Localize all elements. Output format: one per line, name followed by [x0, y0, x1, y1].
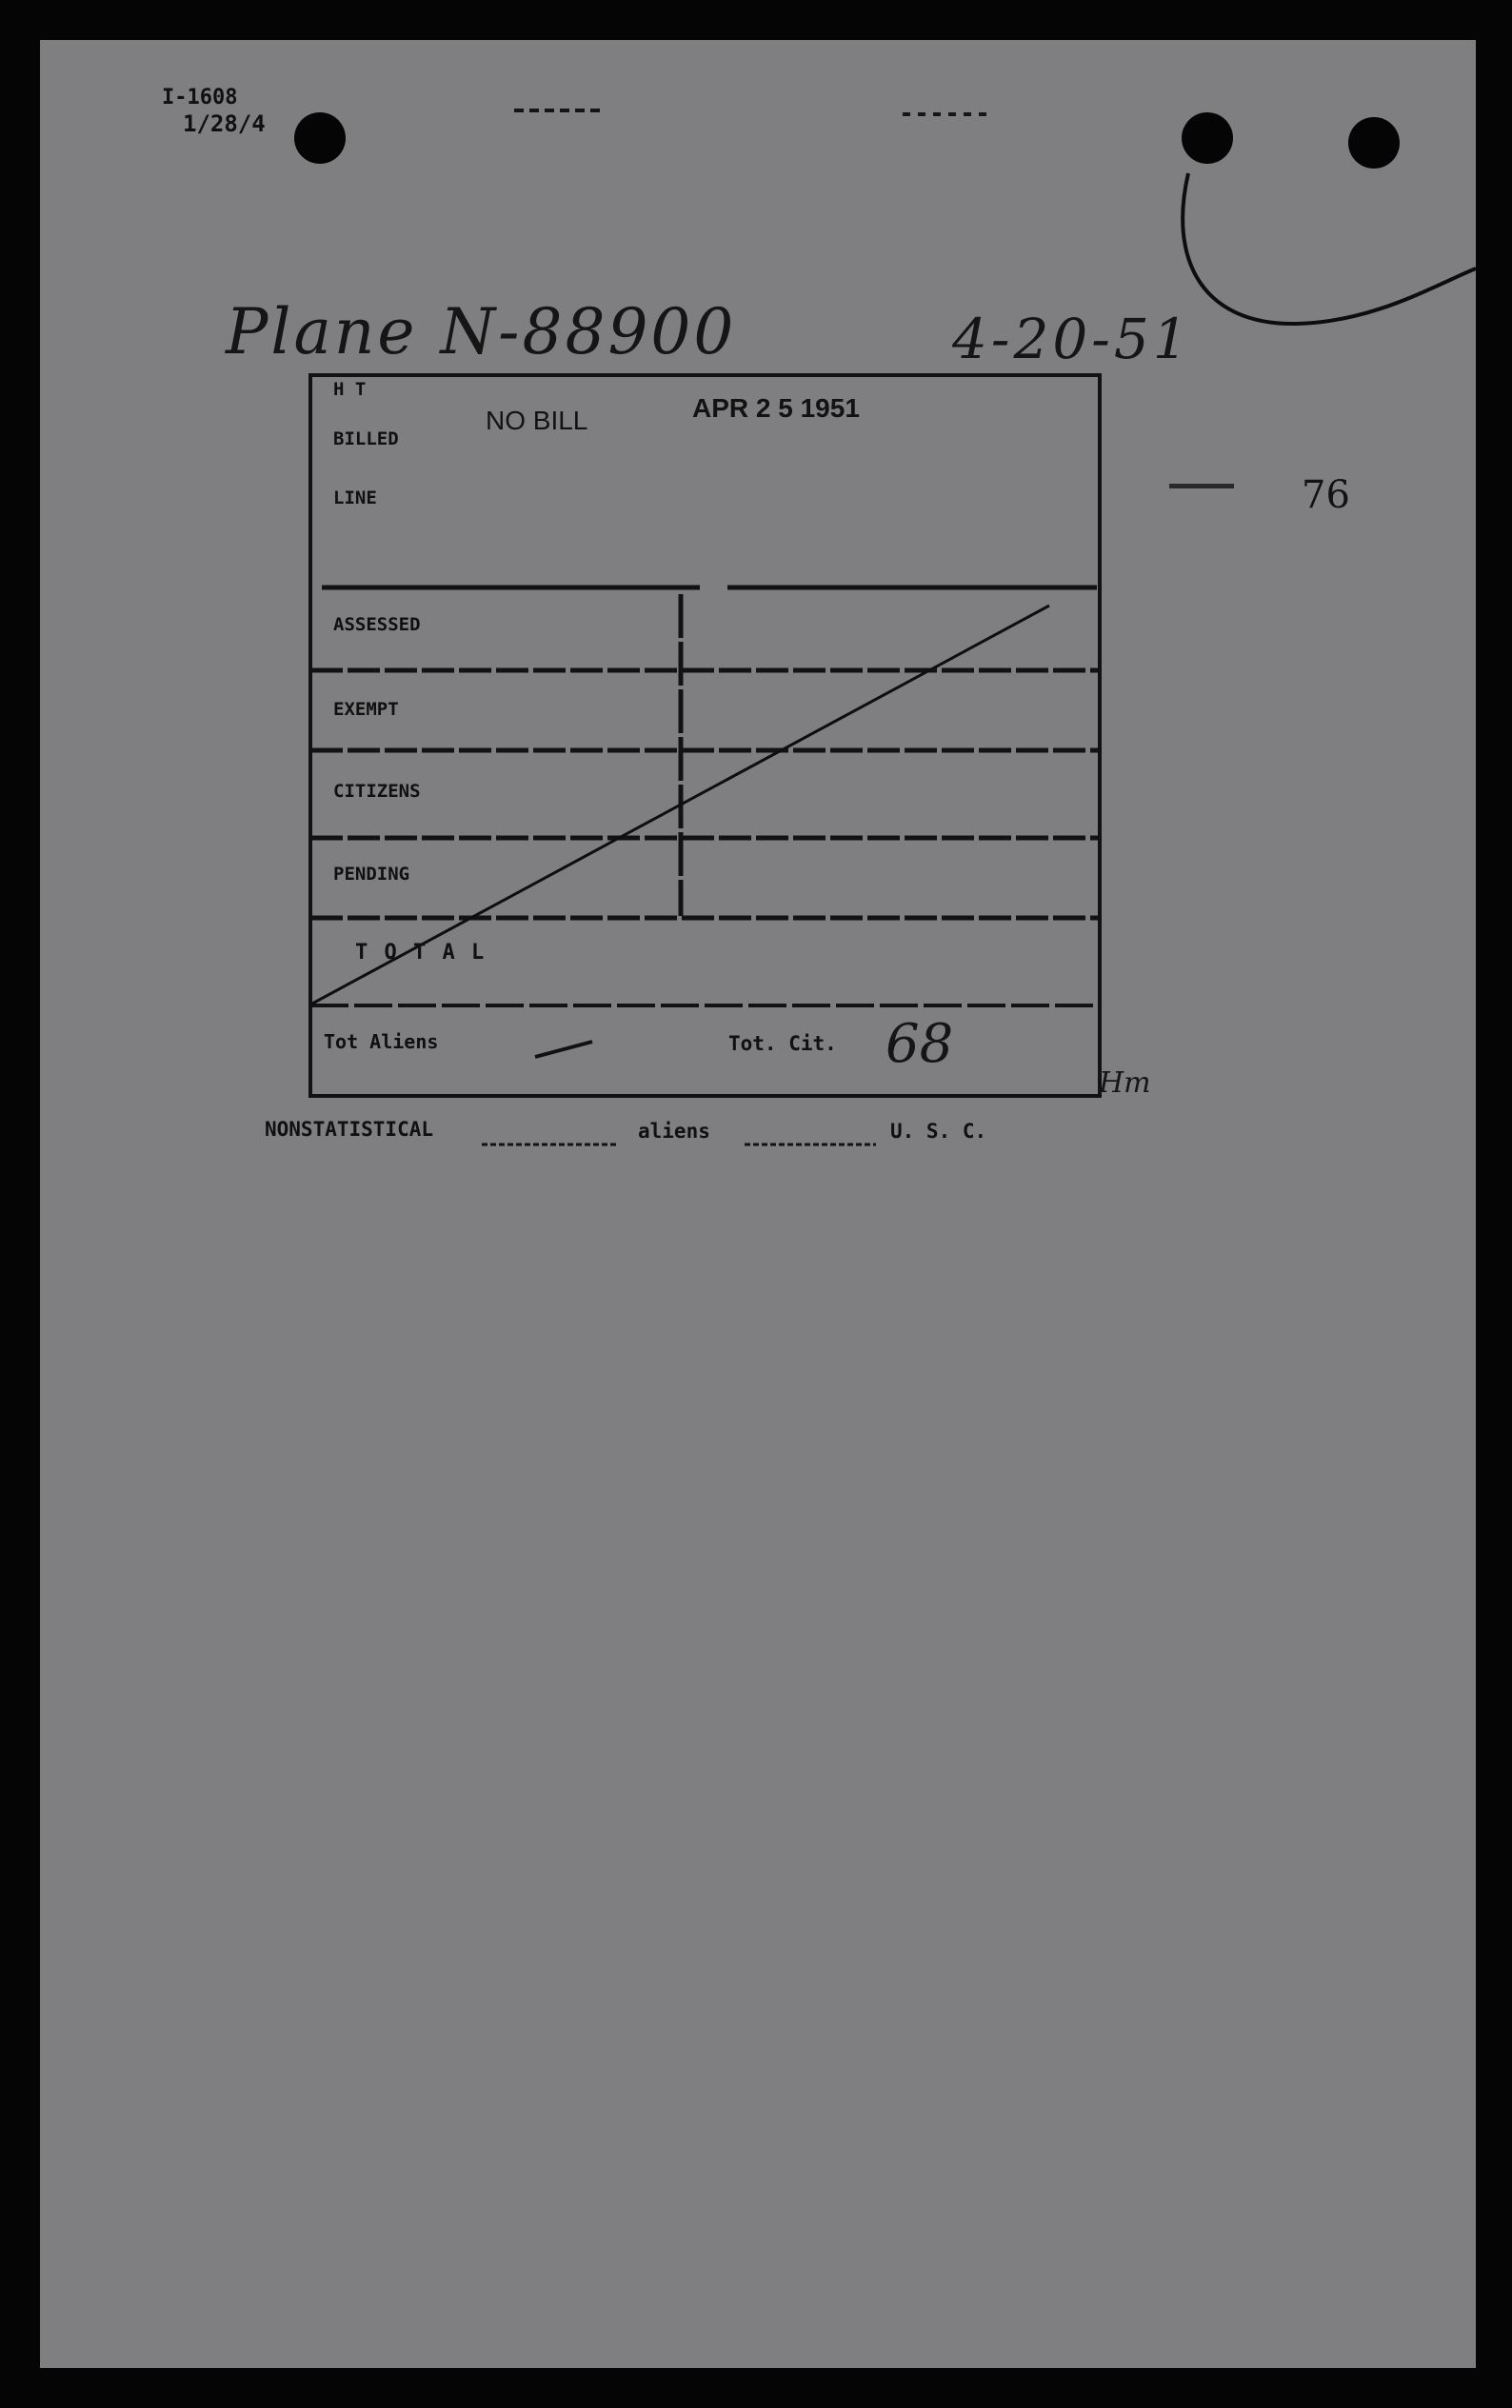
- label-citizens: CITIZENS: [333, 781, 421, 802]
- label-usc: U. S. C.: [890, 1120, 987, 1143]
- label-total: T O T A L: [355, 941, 487, 965]
- outer-box: [310, 375, 1100, 1096]
- corner-pen-curve: [1183, 173, 1476, 324]
- label-line: LINE: [333, 488, 377, 508]
- label-tot-aliens: Tot Aliens: [324, 1030, 439, 1053]
- received-date-stamp: APR 2 5 1951: [692, 393, 860, 423]
- side-number: 76: [1302, 473, 1350, 517]
- label-nonstatistical: NONSTATISTICAL: [265, 1118, 434, 1141]
- flight-number: Plane N-88900: [226, 295, 737, 368]
- form-lines-svg: [40, 40, 1476, 2368]
- tot-cit-value: 68: [885, 1013, 954, 1075]
- label-exempt: EXEMPT: [333, 699, 399, 720]
- label-aliens: aliens: [638, 1120, 710, 1143]
- tot-aliens-dash: [535, 1042, 592, 1057]
- label-ht: H T: [333, 379, 367, 400]
- handwritten-date: 4-20-51: [952, 307, 1192, 371]
- label-assessed: ASSESSED: [333, 614, 421, 635]
- label-tot-cit: Tot. Cit.: [728, 1032, 837, 1055]
- label-pending: PENDING: [333, 864, 410, 885]
- form-number: I-1608: [162, 86, 238, 109]
- form-revision: 1/28/4: [183, 110, 266, 137]
- examiner-initials: Hm: [1099, 1066, 1151, 1100]
- document-page: [40, 40, 1476, 2368]
- label-billed: BILLED: [333, 428, 399, 449]
- no-bill-stamp: NO BILL: [486, 406, 588, 435]
